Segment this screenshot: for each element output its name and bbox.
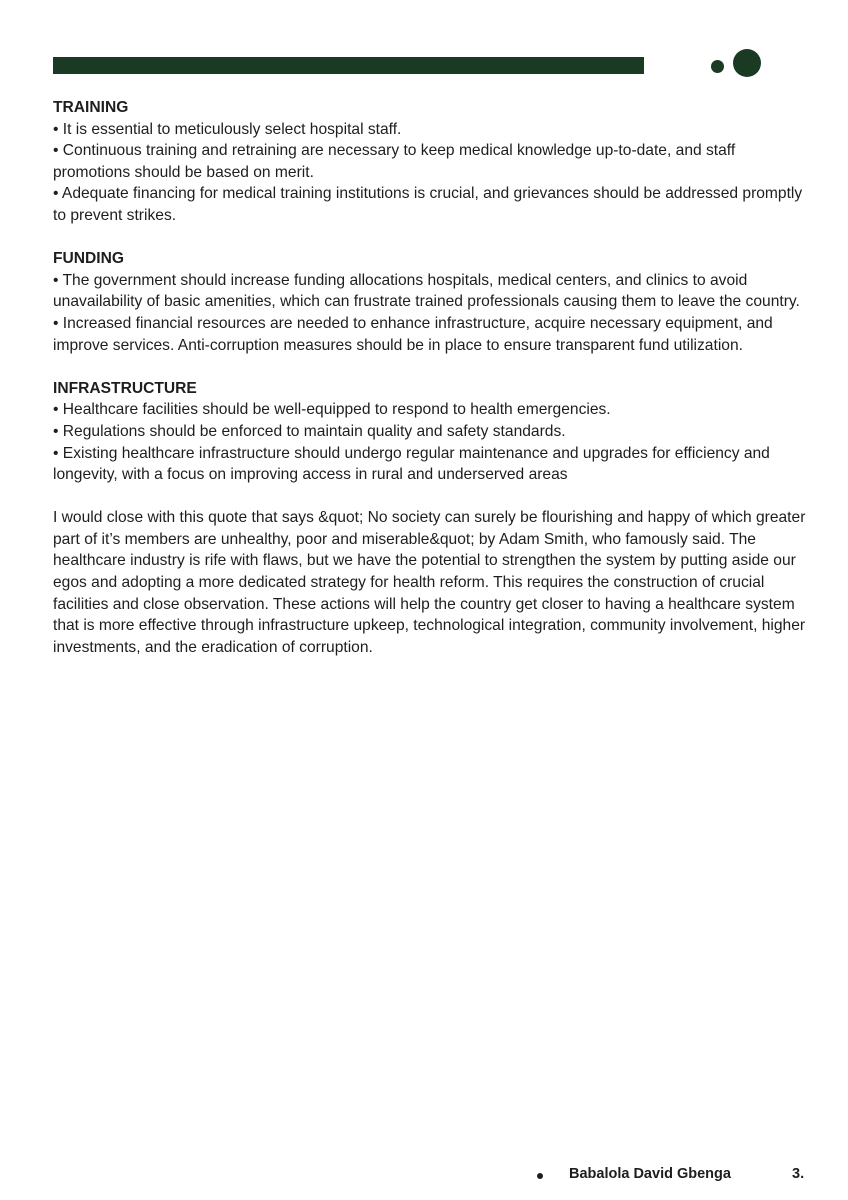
section-heading-funding: FUNDING: [53, 250, 125, 268]
training-bullet: • Adequate financing for medical training institutions is crucial, and grievances should be addressed promptly to prevent strikes.: [53, 185, 803, 224]
large-dot-decoration: [733, 49, 761, 77]
header-bar: [53, 57, 644, 74]
infrastructure-bullet: • Regulations should be enforced to maintain quality and safety standards.: [53, 422, 566, 440]
infrastructure-bullet: • Existing healthcare infrastructure should undergo regular maintenance and upgrades for efficiency and longevity, with a focus on improving access in rural and underserved areas: [53, 444, 770, 484]
funding-bullet: • Increased financial resources are needed to enhance infrastructure, acquire necessary equipment, and improve services. Anti-corruption measures should be in place to ensure transparent fund utilization.: [53, 314, 773, 354]
infrastructure-section: [53, 378, 813, 486]
closing-paragraph: I would close with this quote that says &quot; No society can surely be flourishing and happy of which greater part of it’s members are unhealthy, poor and miserable&quot; by Adam Smith, who famously said. The healthcare industry is rife with flaws, but we have the potential to strengthen the system by putting aside our egos and adopting a more dedicated strategy for health reform. This requires the construction of crucial facilities and close observation. These actions will help the country get closer to having a healthcare system that is more effective through infrastructure upkeep, technological integration, community involvement, higher investments, and the eradication of corruption.: [53, 509, 806, 656]
page-number: 3.: [792, 1166, 805, 1182]
document-body: [53, 97, 813, 658]
section-heading-infrastructure: INFRASTRUCTURE: [53, 379, 197, 397]
page-footer: [0, 1166, 848, 1188]
training-bullet: • Continuous training and retraining are necessary to keep medical knowledge up-to-date, and staff promotions should be based on merit.: [53, 142, 736, 181]
funding-bullet: • The government should increase funding allocations hospitals, medical centers, and clinics to avoid unavailability of basic amenities, which can frustrate trained professionals causing them to leave the country.: [53, 271, 800, 311]
footer-bullet-dot: [537, 1173, 543, 1179]
infrastructure-bullet: • Healthcare facilities should be well-equipped to respond to health emergencies.: [53, 401, 611, 419]
training-bullet: • It is essential to meticulously select hospital staff.: [53, 120, 402, 138]
footer-author: Babalola David Gbenga: [569, 1166, 731, 1182]
small-dot-decoration: [711, 60, 724, 73]
section-heading-training: TRAINING: [53, 99, 129, 116]
training-section: [53, 97, 813, 227]
funding-section: [53, 248, 813, 356]
